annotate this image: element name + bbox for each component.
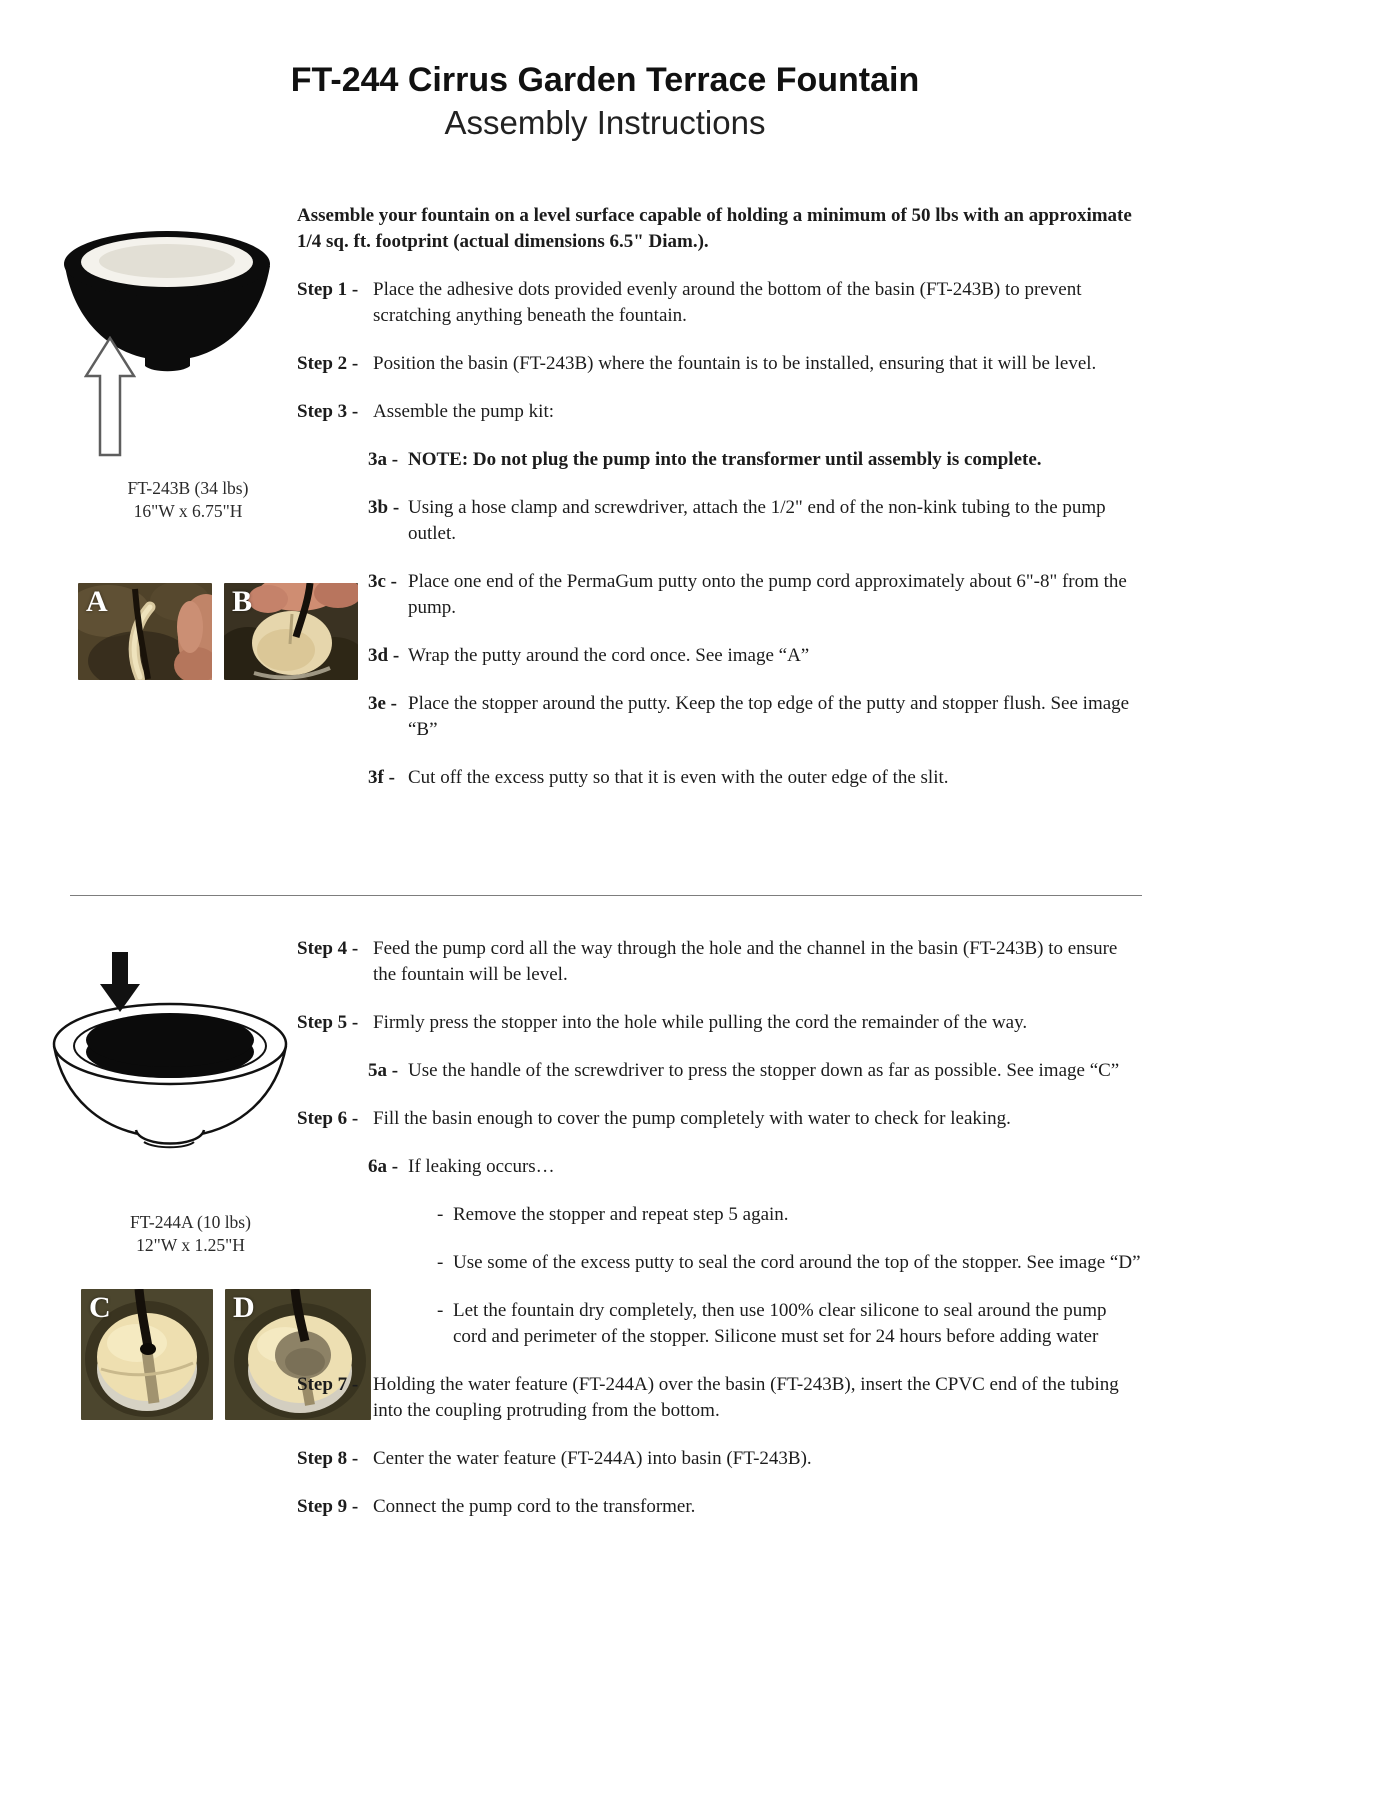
step-label: 3c - [368, 571, 398, 592]
step-9 [297, 1494, 1145, 1520]
step-label: Step 9 - [297, 1496, 359, 1517]
step-label: Step 4 - [297, 938, 359, 959]
step-text: Use the handle of the screwdriver to press the stopper down as far as possible. See image “C” [408, 1060, 1120, 1081]
water-feature-label-line2: 12"W x 1.25"H [136, 1235, 245, 1255]
step-3e [297, 691, 1145, 743]
step-text: Holding the water feature (FT-244A) over the basin (FT-243B), insert the CPVC end of the tubing into the coupling protruding from the bottom. [373, 1374, 1119, 1421]
step-text: NOTE: Do not plug the pump into the transformer until assembly is complete. [408, 449, 1042, 470]
step-3c [297, 569, 1145, 621]
step-6a-bullet-3 [297, 1298, 1145, 1350]
step-8 [297, 1446, 1145, 1472]
step-text: Feed the pump cord all the way through the hole and the channel in the basin (FT-243B) to ensure the fountain will be level. [373, 938, 1118, 985]
step-2 [297, 351, 1145, 377]
step-6a [297, 1154, 1145, 1180]
step-3 [297, 399, 1145, 425]
step-5a [297, 1058, 1145, 1084]
document-header [0, 60, 1210, 142]
step-text: If leaking occurs… [408, 1156, 555, 1177]
step-text: Position the basin (FT-243B) where the fountain is to be installed, ensuring that it will be level. [373, 353, 1097, 374]
step-3b [297, 495, 1145, 547]
photo-c [81, 1289, 213, 1420]
step-text: Place one end of the PermaGum putty onto the pump cord approximately about 6"-8" from the pump. [408, 571, 1127, 618]
step-label: Step 8 - [297, 1448, 359, 1469]
photo-d-letter: D [233, 1291, 255, 1324]
step-text: Using a hose clamp and screwdriver, attach the 1/2" end of the non-kink tubing to the pump outlet. [408, 497, 1106, 544]
step-text: Wrap the putty around the cord once. See image “A” [408, 645, 810, 666]
bullet-dash: - [437, 1204, 444, 1225]
photo-a-letter: A [86, 585, 108, 618]
intro-paragraph: Assemble your fountain on a level surface capable of holding a minimum of 50 lbs with an approximate 1/4 sq. ft. footprint (actual dimensions 6.5" Diam.). [297, 205, 1132, 252]
basin-label [73, 477, 303, 523]
step-text: Fill the basin enough to cover the pump completely with water to check for leaking. [373, 1108, 1011, 1129]
step-6 [297, 1106, 1145, 1132]
step-1 [297, 277, 1145, 329]
step-text: Place the stopper around the putty. Keep the top edge of the putty and stopper flush. See image “B” [408, 693, 1130, 740]
water-feature-illustration [48, 948, 293, 1166]
step-label: 3d - [368, 645, 400, 666]
step-6a-bullet-1 [297, 1202, 1145, 1228]
section-divider [70, 895, 1142, 896]
water-feature-label-line1: FT-244A (10 lbs) [130, 1212, 251, 1232]
step-label: Step 2 - [297, 353, 359, 374]
step-label: 6a - [368, 1156, 399, 1177]
bullet-dash: - [437, 1300, 444, 1321]
step-label: 3e - [368, 693, 398, 714]
step-label: Step 3 - [297, 401, 359, 422]
photo-c-letter: C [89, 1291, 111, 1324]
step-7 [297, 1372, 1145, 1424]
photo-b-letter: B [232, 585, 253, 618]
up-arrow-icon [84, 336, 136, 458]
step-text: Center the water feature (FT-244A) into basin (FT-243B). [373, 1448, 812, 1469]
page-title: FT-244 Cirrus Garden Terrace Fountain [290, 61, 920, 99]
step-text: Place the adhesive dots provided evenly around the bottom of the basin (FT-243B) to prevent scratching anything beneath the fountain. [373, 279, 1082, 326]
step-label: 3f - [368, 767, 395, 788]
step-text: Let the fountain dry completely, then use 100% clear silicone to seal around the pump cord and perimeter of the stopper. Silicone must set for 24 hours before adding water [453, 1300, 1107, 1347]
down-arrow-icon [100, 952, 140, 1012]
step-6a-bullet-2 [297, 1250, 1145, 1276]
step-text: Connect the pump cord to the transformer. [373, 1496, 696, 1517]
basin-label-line1: FT-243B (34 lbs) [127, 478, 249, 498]
step-3d [297, 643, 1145, 669]
water-feature-label [73, 1211, 308, 1257]
step-text: Remove the stopper and repeat step 5 again. [453, 1204, 789, 1225]
steps-section-1 [297, 203, 1145, 791]
step-4 [297, 936, 1145, 988]
step-text: Assemble the pump kit: [373, 401, 555, 422]
step-5 [297, 1010, 1145, 1036]
step-text: Firmly press the stopper into the hole while pulling the cord the remainder of the way. [373, 1012, 1028, 1033]
step-3f [297, 765, 1145, 791]
step-label: Step 1 - [297, 279, 359, 300]
step-label: 3a - [368, 449, 399, 470]
step-label: Step 5 - [297, 1012, 359, 1033]
step-text: Cut off the excess putty so that it is even with the outer edge of the slit. [408, 767, 949, 788]
basin-label-line2: 16"W x 6.75"H [133, 501, 243, 521]
step-label: Step 7 - [297, 1374, 359, 1395]
step-label: Step 6 - [297, 1108, 359, 1129]
steps-section-2 [297, 936, 1145, 1520]
step-label: 5a - [368, 1060, 399, 1081]
step-3a [297, 447, 1145, 473]
step-text: Use some of the excess putty to seal the cord around the top of the stopper. See image “D” [453, 1252, 1141, 1273]
page-subtitle: Assembly Instructions [444, 104, 766, 141]
photo-a [78, 583, 212, 680]
bullet-dash: - [437, 1252, 444, 1273]
step-label: 3b - [368, 497, 400, 518]
